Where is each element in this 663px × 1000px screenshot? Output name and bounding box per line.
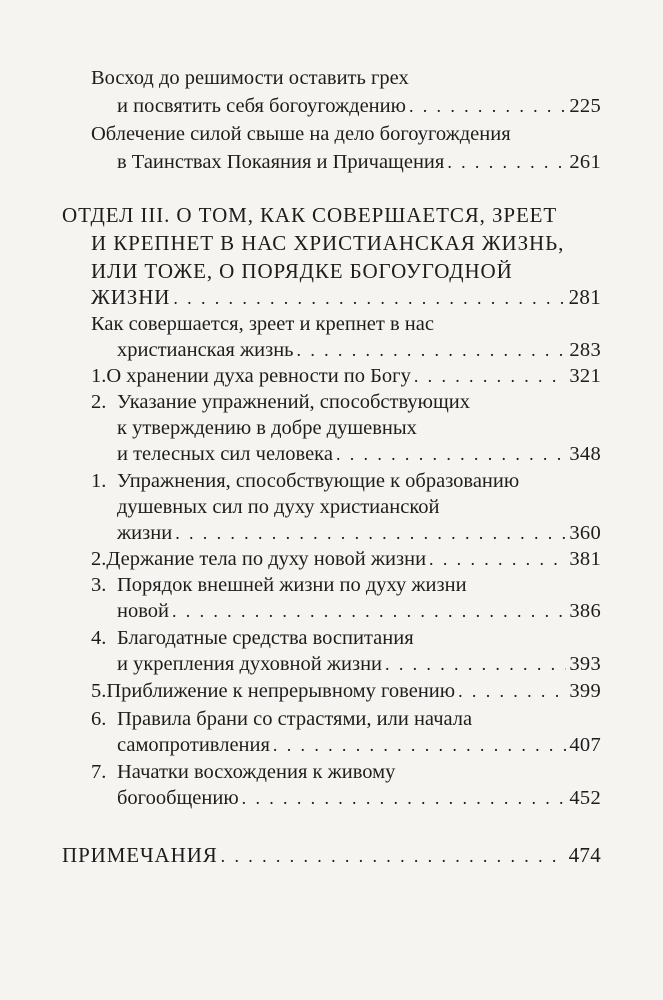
dot-leader bbox=[242, 786, 567, 810]
toc-entry-text: к утверждению в добре душевных bbox=[117, 417, 417, 439]
toc-entry-text: самопротивления bbox=[117, 734, 270, 756]
dot-leader bbox=[447, 150, 566, 174]
toc-entry-line bbox=[117, 416, 417, 440]
dot-leader bbox=[297, 338, 567, 362]
toc-entry-text: О хранении духа ревности по Богу bbox=[106, 365, 411, 387]
dot-leader bbox=[336, 442, 566, 466]
toc-entry-text: ОТДЕЛ III. О ТОМ, КАК СОВЕРШАЕТСЯ, ЗРЕЕТ bbox=[62, 203, 558, 227]
toc-entry-text: и укрепления духовной жизни bbox=[117, 653, 383, 675]
toc-item-number: 7. bbox=[91, 761, 107, 783]
toc-entry-line bbox=[91, 469, 519, 493]
toc-page-number: 386 bbox=[569, 600, 601, 622]
toc-entry-line bbox=[117, 521, 601, 545]
toc-item-number: 1. bbox=[91, 365, 107, 387]
toc-notes-line bbox=[62, 843, 601, 868]
toc-item-number: 1. bbox=[91, 470, 107, 492]
toc-page-number: 399 bbox=[569, 680, 601, 702]
toc-entry-line bbox=[91, 66, 409, 90]
toc-entry-line bbox=[117, 786, 601, 810]
dot-leader bbox=[172, 599, 566, 623]
toc-page-number: 407 bbox=[569, 734, 601, 756]
toc-entry-text: Приближение к непрерывному говению bbox=[106, 680, 456, 702]
dot-leader bbox=[273, 733, 566, 757]
toc-entry-text: душевных сил по духу христианской bbox=[117, 496, 440, 518]
dot-leader bbox=[414, 364, 567, 388]
toc-entry-text: и телесных сил человека bbox=[117, 443, 333, 465]
toc-entry-line bbox=[91, 547, 601, 571]
toc-page-number: 283 bbox=[569, 339, 601, 361]
toc-item-number: 2. bbox=[91, 548, 107, 570]
dot-leader bbox=[175, 521, 566, 545]
toc-entry-line bbox=[91, 364, 601, 388]
toc-entry-text: Правила брани со страстями, или начала bbox=[117, 708, 473, 730]
toc-item-number: 2. bbox=[91, 391, 107, 413]
toc-entry-line bbox=[117, 150, 601, 174]
toc-entry-text: ЖИЗНИ bbox=[91, 285, 171, 309]
toc-item-number: 5. bbox=[91, 680, 107, 702]
toc-page-number: 360 bbox=[569, 522, 601, 544]
toc-entry-text: жизни bbox=[117, 522, 173, 544]
toc-entry-line bbox=[91, 679, 601, 703]
toc-page-number: 474 bbox=[568, 843, 601, 867]
toc-entry-text: Облечение силой свыше на дело богоугождения bbox=[91, 123, 511, 145]
toc-section-heading-line bbox=[91, 285, 601, 310]
toc-entry-line bbox=[91, 312, 434, 336]
toc-entry-line bbox=[91, 760, 395, 784]
toc-page-number: 381 bbox=[569, 548, 601, 570]
toc-entry-line bbox=[117, 338, 601, 362]
toc-entry-line bbox=[117, 94, 601, 118]
toc-entry-text: Восход до решимости оставить грех bbox=[91, 67, 409, 89]
toc-entry-text: Начатки восхождения к живому bbox=[117, 761, 396, 783]
dot-leader bbox=[429, 547, 566, 571]
toc-entry-text: Благодатные средства воспитания bbox=[117, 627, 414, 649]
toc-entry-line bbox=[117, 652, 601, 676]
toc-entry-text: Порядок внешней жизни по духу жизни bbox=[117, 574, 467, 596]
dot-leader bbox=[458, 679, 566, 703]
toc-page-number: 321 bbox=[569, 365, 601, 387]
toc-section-heading-line bbox=[91, 259, 513, 283]
toc-entry-text: в Таинствах Покаяния и Причащения bbox=[117, 151, 445, 173]
toc-item-number: 4. bbox=[91, 627, 107, 649]
toc-entry-line bbox=[91, 626, 414, 650]
toc-page-number: 393 bbox=[569, 653, 601, 675]
toc-entry-text: ПРИМЕЧАНИЯ bbox=[62, 843, 218, 867]
toc-entry-line bbox=[117, 733, 601, 757]
toc-entry-line bbox=[91, 122, 511, 146]
toc-entry-line bbox=[117, 442, 601, 466]
dot-leader bbox=[385, 652, 566, 676]
dot-leader bbox=[221, 844, 566, 868]
toc-page-number: 348 bbox=[569, 443, 601, 465]
toc-section-heading-line bbox=[91, 231, 564, 255]
toc-entry-line bbox=[117, 599, 601, 623]
toc-entry-text: Как совершается, зреет и крепнет в нас bbox=[91, 313, 434, 335]
toc-page-number: 225 bbox=[569, 95, 601, 117]
toc-page-number: 261 bbox=[569, 151, 601, 173]
toc-entry-line bbox=[91, 390, 470, 414]
toc-entry-text: Упражнения, способствующие к образованию bbox=[117, 470, 520, 492]
toc-entry-text: христианская жизнь bbox=[117, 339, 294, 361]
toc-entry-line bbox=[91, 707, 472, 731]
toc-page-number: 452 bbox=[569, 787, 601, 809]
toc-page-number: 281 bbox=[568, 285, 601, 309]
dot-leader bbox=[173, 286, 565, 310]
toc-entry-line bbox=[91, 573, 467, 597]
toc-entry-text: богообщению bbox=[117, 787, 239, 809]
toc-entry-text: ИЛИ ТОЖЕ, О ПОРЯДКЕ БОГОУГОДНОЙ bbox=[91, 259, 513, 283]
toc-entry-text: и посвятить себя богоугождению bbox=[117, 95, 406, 117]
toc-entry-text: Держание тела по духу новой жизни bbox=[106, 548, 427, 570]
toc-item-number: 3. bbox=[91, 574, 107, 596]
toc-item-number: 6. bbox=[91, 708, 107, 730]
toc-entry-text: новой bbox=[117, 600, 169, 622]
toc-entry-text: И КРЕПНЕТ В НАС ХРИСТИАНСКАЯ ЖИЗНЬ, bbox=[91, 231, 565, 255]
dot-leader bbox=[409, 94, 566, 118]
toc-section-heading-line bbox=[62, 203, 557, 227]
toc-entry-line bbox=[117, 495, 439, 519]
toc-entry-text: Указание упражнений, способствующих bbox=[117, 391, 471, 413]
